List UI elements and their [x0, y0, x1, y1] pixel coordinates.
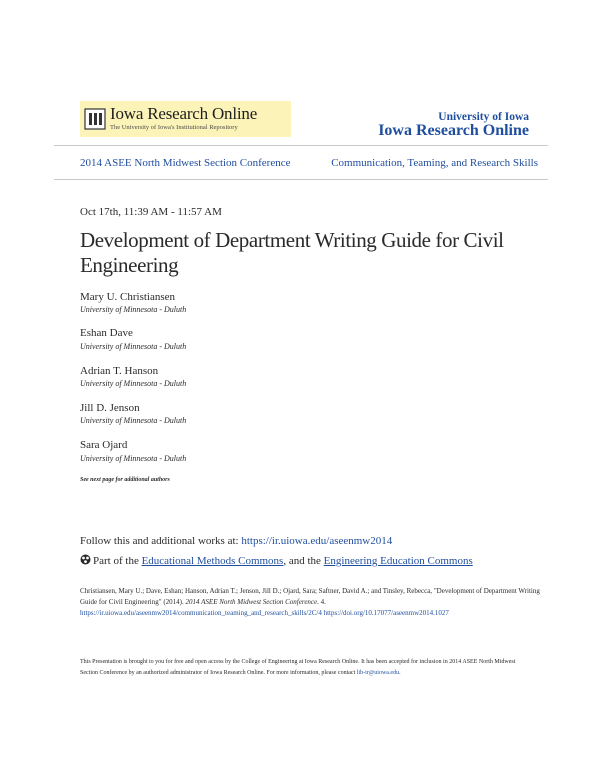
citation-title: "Development of Department Writing Guide for Civil Engineering" (2014). — [80, 587, 540, 606]
educational-methods-commons-link[interactable]: Educational Methods Commons — [141, 555, 284, 567]
header-divider — [54, 145, 548, 146]
citation-page: . 4. — [317, 597, 326, 606]
iowa-research-online-logo[interactable] — [80, 101, 291, 137]
contact-email-link[interactable]: lib-ir@uiowa.edu — [356, 669, 400, 676]
disclaimer-end: . — [399, 669, 401, 676]
citation-authors: Christiansen, Mary U.; Dave, Eshan; Hanson, Adrian T.; Jenson, Jill D.; Ojard, Sara; Saftner, David A.; and Tinsley, Rebecca, — [80, 587, 433, 595]
commons-network-icon — [80, 554, 91, 565]
citation — [80, 586, 550, 618]
university-link[interactable]: University of Iowa — [438, 111, 529, 123]
author-name: Mary U. Christiansen — [80, 291, 176, 303]
author-affiliation: University of Minnesota - Duluth — [80, 305, 187, 314]
collection-url-link[interactable]: https://ir.uiowa.edu/aseenmw2014 — [241, 535, 393, 547]
repository-link[interactable]: Iowa Research Online — [378, 122, 529, 139]
follow-line — [80, 535, 392, 547]
additional-authors-note: See next page for additional authors — [80, 477, 170, 483]
logo-subtitle: The University of Iowa's Institutional Repository — [110, 124, 238, 131]
follow-prefix: Follow this and additional works at: — [80, 535, 242, 547]
citation-url-link[interactable]: https://ir.uiowa.edu/aseenmw2014/communication_teaming_and_research_skills/2C/4 — [80, 608, 322, 617]
citation-doi-link[interactable]: https://doi.org/10.17077/aseenmw2014.1027 — [323, 608, 449, 617]
logo-title: Iowa Research Online — [110, 104, 258, 123]
engineering-education-commons-link[interactable]: Engineering Education Commons — [323, 555, 473, 567]
session-time: Oct 17th, 11:39 AM - 11:57 AM — [80, 206, 222, 218]
author-affiliation: University of Minnesota - Duluth — [80, 454, 187, 463]
part-of-line — [80, 554, 473, 567]
author-affiliation: University of Minnesota - Duluth — [80, 416, 187, 425]
author-name: Sara Ojard — [80, 439, 128, 451]
disclaimer-text: This Presentation is brought to you for free and open access by the College of Engineering at Iowa Research Online. It has been accepted for inclusion in 2014 ASEE North Midwest Section Conference by an authorized administrator of Iowa Research Online. For more information, please contact — [80, 659, 516, 676]
page-title: Development of Department Writing Guide for Civil Engineering — [80, 228, 504, 277]
part-of-middle: , and the — [283, 555, 324, 567]
nav-divider — [54, 179, 548, 180]
author-name: Jill D. Jenson — [80, 402, 140, 414]
access-disclaimer — [80, 657, 520, 678]
citation-venue: 2014 ASEE North Midwest Section Conference — [185, 597, 318, 606]
author-affiliation: University of Minnesota - Duluth — [80, 379, 187, 388]
author-name: Adrian T. Hanson — [80, 365, 159, 377]
author-affiliation: University of Minnesota - Duluth — [80, 342, 187, 351]
repository-logo-icon — [84, 108, 106, 130]
part-of-prefix: Part of the — [93, 555, 142, 567]
section-link[interactable]: Communication, Teaming, and Research Skills — [331, 157, 538, 169]
author-name: Eshan Dave — [80, 327, 133, 339]
conference-link[interactable]: 2014 ASEE North Midwest Section Conference — [80, 157, 291, 169]
